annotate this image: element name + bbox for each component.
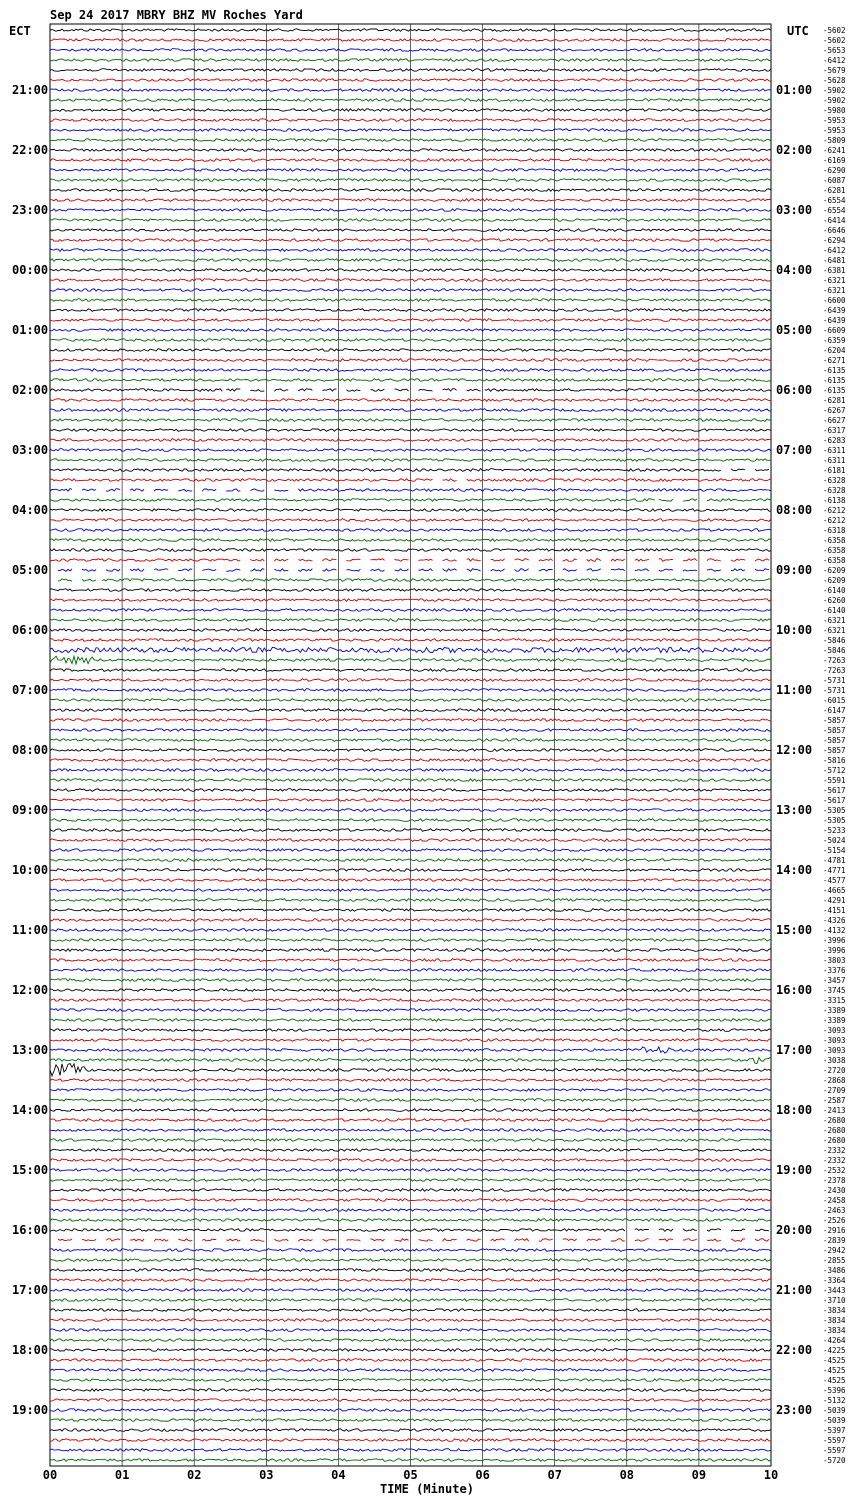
trace-offset-label: -4577 — [823, 876, 846, 885]
trace-offset-label: -6359 — [823, 336, 846, 345]
trace-offset-label: -6311 — [823, 456, 846, 465]
trace-offset-label: -3996 — [823, 946, 846, 955]
trace-offset-label: -5846 — [823, 646, 846, 655]
trace-offset-label: -5731 — [823, 676, 846, 685]
trace-offset-label: -5597 — [823, 1436, 846, 1445]
right-hour-label: 21:00 — [776, 1283, 813, 1297]
right-hour-label: 11:00 — [776, 683, 813, 697]
trace-offset-label: -6321 — [823, 626, 846, 635]
right-hour-label: 07:00 — [776, 443, 813, 457]
left-hour-label: 02:00 — [12, 383, 49, 397]
trace-offset-label: -2378 — [823, 1176, 846, 1185]
trace-offset-label: -4264 — [823, 1336, 846, 1345]
trace-offset-label: -4771 — [823, 866, 846, 875]
right-timezone-label: UTC — [787, 24, 809, 38]
left-hour-label: 15:00 — [12, 1163, 49, 1177]
trace-offset-label: -5816 — [823, 756, 846, 765]
trace-offset-label: -3389 — [823, 1016, 846, 1025]
trace-line — [58, 579, 771, 582]
trace-offset-label: -6015 — [823, 696, 846, 705]
trace-offset-label: -6281 — [823, 186, 846, 195]
trace-offset-label: -3093 — [823, 1036, 846, 1045]
right-hour-label: 17:00 — [776, 1043, 813, 1057]
trace-offset-label: -6412 — [823, 246, 846, 255]
trace-offset-label: -6241 — [823, 146, 846, 155]
trace-offset-label: -5039 — [823, 1416, 846, 1425]
trace-offset-label: -6439 — [823, 316, 846, 325]
trace-offset-label: -5132 — [823, 1396, 846, 1405]
right-hour-label: 14:00 — [776, 863, 813, 877]
trace-offset-label: -6181 — [823, 466, 846, 475]
right-hour-label: 23:00 — [776, 1403, 813, 1417]
trace-offset-label: -3443 — [823, 1286, 846, 1295]
trace-offset-label: -3834 — [823, 1316, 846, 1325]
x-tick-label: 06 — [475, 1468, 490, 1482]
trace-offset-label: -5953 — [823, 126, 846, 135]
trace-offset-label: -2532 — [823, 1166, 846, 1175]
right-hour-label: 04:00 — [776, 263, 813, 277]
trace-offset-label: -6212 — [823, 506, 846, 515]
right-hour-label: 19:00 — [776, 1163, 813, 1177]
trace-offset-label: -6135 — [823, 386, 846, 395]
trace-offset-label: -3389 — [823, 1006, 846, 1015]
trace-offset-label: -4326 — [823, 916, 846, 925]
trace-offset-label: -5953 — [823, 116, 846, 125]
trace-offset-label: -4781 — [823, 856, 846, 865]
left-hour-label: 04:00 — [12, 503, 49, 517]
right-hour-label: 16:00 — [776, 983, 813, 997]
trace-offset-label: -5712 — [823, 766, 846, 775]
left-hour-label: 07:00 — [12, 683, 49, 697]
trace-offset-label: -6204 — [823, 346, 846, 355]
right-hour-label: 02:00 — [776, 143, 813, 157]
trace-offset-labels — [823, 26, 846, 1465]
right-hour-label: 13:00 — [776, 803, 813, 817]
trace-offset-label: -6087 — [823, 176, 846, 185]
trace-offset-label: -4665 — [823, 886, 846, 895]
right-hour-label: 08:00 — [776, 503, 813, 517]
trace-offset-label: -3803 — [823, 956, 846, 965]
trace-offset-label: -3834 — [823, 1326, 846, 1335]
trace-offset-label: -5653 — [823, 46, 846, 55]
trace-offset-label: -6321 — [823, 616, 846, 625]
trace-offset-label: -5233 — [823, 826, 846, 835]
trace-line — [50, 1229, 769, 1232]
trace-offset-label: -6318 — [823, 526, 846, 535]
trace-offset-label: -6358 — [823, 546, 846, 555]
right-hour-label: 05:00 — [776, 323, 813, 337]
trace-offset-label: -6412 — [823, 56, 846, 65]
x-tick-label: 03 — [259, 1468, 274, 1482]
left-hour-label: 05:00 — [12, 563, 49, 577]
trace-offset-label: -6627 — [823, 416, 846, 425]
left-hour-label: 14:00 — [12, 1103, 49, 1117]
trace-offset-label: -3038 — [823, 1056, 846, 1065]
trace-offset-label: -6281 — [823, 396, 846, 405]
left-hour-label: 09:00 — [12, 803, 49, 817]
trace-offset-label: -7263 — [823, 656, 846, 665]
trace-offset-label: -6169 — [823, 156, 846, 165]
trace-offset-label: -3834 — [823, 1306, 846, 1315]
trace-offset-label: -6260 — [823, 596, 846, 605]
trace-offset-label: -2413 — [823, 1106, 846, 1115]
trace-offset-label: -5597 — [823, 1446, 846, 1455]
trace-offset-label: -2916 — [823, 1226, 846, 1235]
left-hour-labels — [12, 83, 48, 1417]
trace-offset-label: -6283 — [823, 436, 846, 445]
right-hour-labels — [776, 83, 812, 1417]
trace-offset-label: -5617 — [823, 796, 846, 805]
trace-offset-label: -2332 — [823, 1146, 846, 1155]
trace-offset-label: -6554 — [823, 196, 846, 205]
trace-offset-label: -6321 — [823, 286, 846, 295]
left-hour-label: 19:00 — [12, 1403, 49, 1417]
x-tick-label: 00 — [42, 1468, 58, 1482]
left-hour-label: 17:00 — [12, 1283, 49, 1297]
left-timezone-label: ECT — [9, 24, 31, 38]
left-hour-label: 16:00 — [12, 1223, 49, 1237]
right-hour-label: 03:00 — [776, 203, 813, 217]
trace-offset-label: -4291 — [823, 896, 846, 905]
trace-offset-label: -3093 — [823, 1026, 846, 1035]
right-hour-label: 09:00 — [776, 563, 813, 577]
trace-offset-label: -6328 — [823, 476, 846, 485]
trace-offset-label: -2587 — [823, 1096, 846, 1105]
trace-offset-label: -5602 — [823, 26, 846, 35]
trace-offset-label: -5731 — [823, 686, 846, 695]
trace-offset-label: -3996 — [823, 936, 846, 945]
trace-offset-label: -6554 — [823, 206, 846, 215]
trace-offset-label: -6481 — [823, 256, 846, 265]
trace-offset-label: -5980 — [823, 106, 846, 115]
trace-offset-label: -2332 — [823, 1156, 846, 1165]
x-tick-label: 07 — [547, 1468, 562, 1482]
trace-offset-label: -5857 — [823, 726, 846, 735]
trace-offset-label: -6138 — [823, 496, 846, 505]
left-hour-label: 00:00 — [12, 263, 49, 277]
trace-offset-label: -5591 — [823, 776, 846, 785]
trace-offset-label: -2526 — [823, 1216, 846, 1225]
x-tick-label: 10 — [763, 1468, 779, 1482]
x-tick-label: 04 — [331, 1468, 346, 1482]
left-hour-label: 11:00 — [12, 923, 49, 937]
trace-offset-label: -5396 — [823, 1386, 846, 1395]
left-hour-label: 06:00 — [12, 623, 49, 637]
x-tick-label: 01 — [114, 1468, 130, 1482]
chart-title: Sep 24 2017 MBRY BHZ MV Roches Yard — [50, 8, 303, 22]
trace-offset-label: -5154 — [823, 846, 846, 855]
trace-offset-label: -5846 — [823, 636, 846, 645]
trace-offset-label: -3315 — [823, 996, 846, 1005]
trace-offset-label: -2680 — [823, 1136, 846, 1145]
right-hour-label: 01:00 — [776, 83, 813, 97]
trace-offset-label: -5039 — [823, 1406, 846, 1415]
trace-offset-label: -2709 — [823, 1086, 846, 1095]
trace-offset-label: -6609 — [823, 326, 846, 335]
trace-line — [58, 1239, 769, 1242]
trace-offset-label: -5305 — [823, 816, 846, 825]
right-hour-label: 06:00 — [776, 383, 813, 397]
trace-offset-label: -6212 — [823, 516, 846, 525]
trace-offset-label: -5857 — [823, 736, 846, 745]
trace-offset-label: -3486 — [823, 1266, 846, 1275]
trace-offset-label: -6140 — [823, 586, 846, 595]
trace-offset-label: -5902 — [823, 86, 846, 95]
trace-offset-label: -2680 — [823, 1126, 846, 1135]
x-tick-label: 08 — [619, 1468, 635, 1482]
left-hour-label: 23:00 — [12, 203, 49, 217]
left-hour-label: 13:00 — [12, 1043, 49, 1057]
x-tick-label: 05 — [403, 1468, 418, 1482]
trace-offset-label: -2942 — [823, 1246, 846, 1255]
trace-offset-label: -6600 — [823, 296, 846, 305]
trace-offset-label: -5857 — [823, 746, 846, 755]
left-hour-label: 08:00 — [12, 743, 49, 757]
trace-line — [50, 559, 769, 562]
trace-line — [50, 469, 769, 472]
trace-offset-label: -3745 — [823, 986, 846, 995]
trace-offset-label: -2430 — [823, 1186, 846, 1195]
left-hour-label: 10:00 — [12, 863, 49, 877]
trace-offset-label: -6311 — [823, 446, 846, 455]
trace-offset-label: -2458 — [823, 1196, 846, 1205]
right-hour-label: 12:00 — [776, 743, 813, 757]
trace-offset-label: -4525 — [823, 1376, 846, 1385]
trace-offset-label: -3093 — [823, 1046, 846, 1055]
trace-offset-label: -5857 — [823, 716, 846, 725]
trace-offset-label: -4525 — [823, 1366, 846, 1375]
trace-offset-label: -5679 — [823, 66, 846, 75]
trace-offset-label: -6135 — [823, 376, 846, 385]
trace-offset-label: -3710 — [823, 1296, 846, 1305]
trace-offset-label: -6209 — [823, 576, 846, 585]
trace-offset-label: -6358 — [823, 556, 846, 565]
trace-offset-label: -6381 — [823, 266, 846, 275]
trace-offset-label: -5617 — [823, 786, 846, 795]
trace-offset-label: -5902 — [823, 96, 846, 105]
trace-offset-label: -2463 — [823, 1206, 846, 1215]
right-hour-label: 18:00 — [776, 1103, 813, 1117]
trace-offset-label: -5628 — [823, 76, 846, 85]
x-axis-label: TIME (Minute) — [380, 1482, 474, 1496]
trace-offset-label: -7263 — [823, 666, 846, 675]
trace-offset-label: -5602 — [823, 36, 846, 45]
trace-offset-label: -6358 — [823, 536, 846, 545]
trace-line — [58, 569, 769, 572]
right-hour-label: 15:00 — [776, 923, 813, 937]
trace-offset-label: -6414 — [823, 216, 846, 225]
trace-offset-label: -5024 — [823, 836, 846, 845]
trace-offset-label: -2855 — [823, 1256, 846, 1265]
x-tick-label: 09 — [691, 1468, 707, 1482]
trace-offset-label: -3364 — [823, 1276, 846, 1285]
right-hour-label: 10:00 — [776, 623, 813, 637]
trace-offset-label: -4132 — [823, 926, 846, 935]
right-hour-label: 20:00 — [776, 1223, 813, 1237]
trace-offset-label: -5720 — [823, 1456, 846, 1465]
trace-offset-label: -3457 — [823, 976, 846, 985]
trace-offset-label: -6439 — [823, 306, 846, 315]
trace-offset-label: -4225 — [823, 1346, 846, 1355]
trace-offset-label: -2720 — [823, 1066, 846, 1075]
trace-offset-label: -6135 — [823, 366, 846, 375]
trace-offset-label: -5397 — [823, 1426, 846, 1435]
trace-offset-label: -6147 — [823, 706, 846, 715]
left-hour-label: 18:00 — [12, 1343, 49, 1357]
trace-offset-label: -6267 — [823, 406, 846, 415]
trace-offset-label: -4151 — [823, 906, 846, 915]
trace-offset-label: -6328 — [823, 486, 846, 495]
left-hour-label: 03:00 — [12, 443, 49, 457]
trace-offset-label: -4525 — [823, 1356, 846, 1365]
trace-offset-label: -2839 — [823, 1236, 846, 1245]
x-axis-ticks — [43, 1468, 778, 1482]
left-hour-label: 22:00 — [12, 143, 49, 157]
left-hour-label: 21:00 — [12, 83, 49, 97]
trace-offset-label: -6271 — [823, 356, 846, 365]
trace-offset-label: -6646 — [823, 226, 846, 235]
left-hour-label: 01:00 — [12, 323, 49, 337]
trace-offset-label: -2680 — [823, 1116, 846, 1125]
trace-offset-label: -2868 — [823, 1076, 846, 1085]
trace-offset-label: -6209 — [823, 566, 846, 575]
trace-offset-label: -6321 — [823, 276, 846, 285]
trace-offset-label: -6317 — [823, 426, 846, 435]
trace-offset-label: -5809 — [823, 136, 846, 145]
x-tick-label: 02 — [186, 1468, 202, 1482]
trace-offset-label: -5305 — [823, 806, 846, 815]
trace-offset-label: -6294 — [823, 236, 846, 245]
right-hour-label: 22:00 — [776, 1343, 813, 1357]
trace-offset-label: -6140 — [823, 606, 846, 615]
trace-offset-label: -3376 — [823, 966, 846, 975]
left-hour-label: 12:00 — [12, 983, 49, 997]
trace-offset-label: -6290 — [823, 166, 846, 175]
